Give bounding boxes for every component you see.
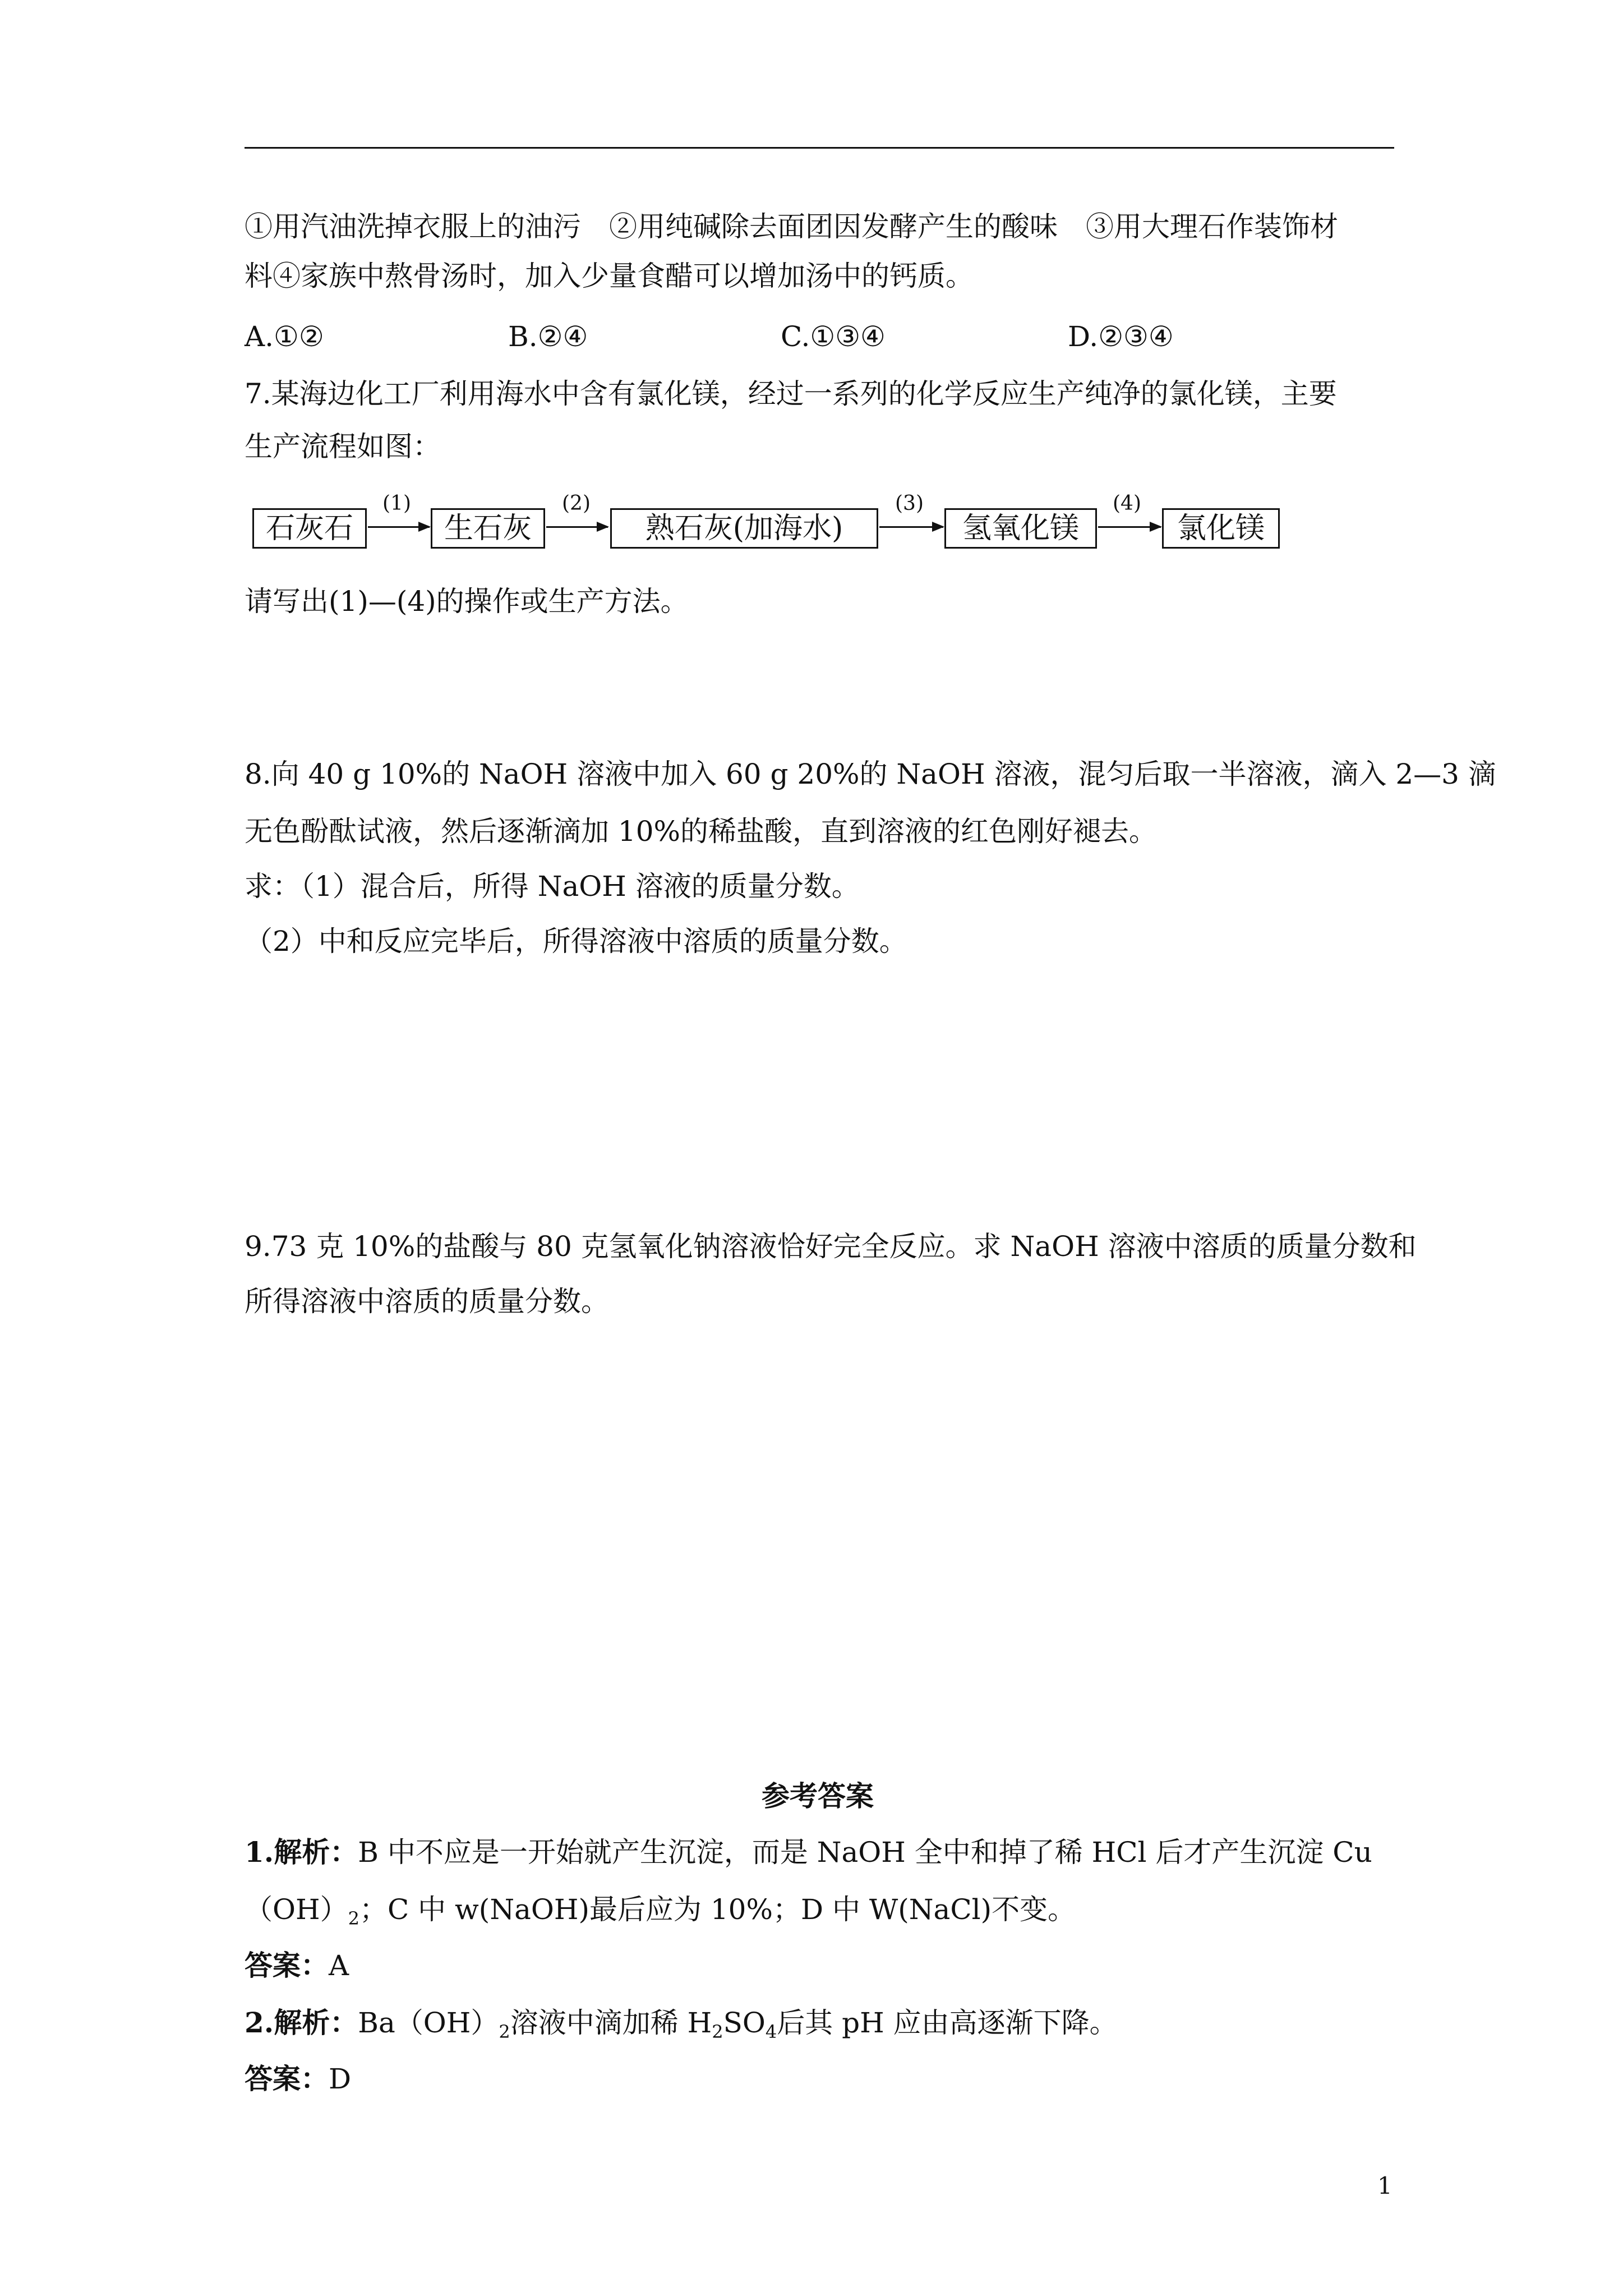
q6-option-a: A.①② (245, 320, 324, 353)
answer-1-line1 (245, 1835, 1372, 1869)
page-number: 1 (1377, 2172, 1393, 2200)
q8-line3: 求：（1）混合后，所得 NaOH 溶液的质量分数。 (245, 870, 860, 903)
answer-2-result (245, 2062, 351, 2096)
q6-option-b: B.②④ (508, 320, 588, 353)
answer-2-result-value: D (329, 2063, 352, 2095)
answer-2-s3: 4 (765, 2021, 777, 2042)
answer-1-text2a: （OH） (245, 1893, 348, 1926)
q7-prompt: 请写出(1)—(4)的操作或生产方法。 (245, 585, 689, 618)
answer-1-result-value: A (329, 1949, 349, 1982)
q6-line2: 料④家族中熬骨汤时，加入少量食醋可以增加汤中的钙质。 (245, 260, 974, 292)
answer-2-line1 (245, 2006, 1118, 2049)
answer-1-subscript: 2 (348, 1908, 359, 1929)
flow-box-magnesium-chloride: 氯化镁 (1162, 508, 1280, 549)
answer-2-t2: 溶液中滴加稀 H (510, 2007, 712, 2039)
flow-box-slaked-lime: 熟石灰(加海水) (610, 508, 878, 549)
flow-step-2: (2) (562, 492, 591, 515)
flow-arrow-3 (879, 526, 943, 528)
q6-option-d: D.②③④ (1068, 320, 1174, 353)
q8-line1: 8.向 40 g 10%的 NaOH 溶液中加入 60 g 20%的 NaOH 溶液，混匀后取一半溶液，滴入 2—3 滴 (245, 758, 1496, 790)
answer-1-line2 (245, 1893, 1076, 1935)
answers-title: 参考答案 (762, 1779, 874, 1812)
flow-arrow-4 (1098, 526, 1161, 528)
answer-2-label: 2.解析： (245, 2006, 358, 2039)
answer-2-s1: 2 (499, 2021, 510, 2042)
flow-box-magnesium-hydroxide: 氢氧化镁 (944, 508, 1097, 549)
answer-1-label: 1.解析： (245, 1835, 358, 1869)
q8-line2: 无色酚酞试液，然后逐渐滴加 10%的稀盐酸，直到溶液的红色刚好褪去。 (245, 815, 1158, 848)
answer-2-t3: SO (723, 2007, 766, 2039)
flow-step-1: (1) (382, 492, 411, 515)
answer-1-text2b: ；C 中 w(NaOH)最后应为 10%；D 中 W(NaCl)不变。 (359, 1893, 1076, 1926)
flow-box-limestone: 石灰石 (252, 508, 367, 549)
answer-2-s2: 2 (712, 2021, 723, 2042)
flow-arrow-2 (546, 526, 608, 528)
answer-2-t1: Ba（OH） (358, 2007, 499, 2039)
answer-1-result-label: 答案： (245, 1949, 329, 1982)
flow-step-3: (3) (895, 492, 924, 515)
q7-line1: 7.某海边化工厂利用海水中含有氯化镁，经过一系列的化学反应生产纯净的氯化镁，主要 (245, 378, 1337, 410)
answer-2-t4: 后其 pH 应由高逐渐下降。 (777, 2007, 1118, 2039)
flow-arrow-1 (368, 526, 430, 528)
answer-1-text1: B 中不应是一开始就产生沉淀，而是 NaOH 全中和掉了稀 HCl 后才产生沉淀 Cu (358, 1836, 1372, 1869)
flow-box-quicklime: 生石灰 (431, 508, 545, 549)
q7-line2: 生产流程如图： (245, 430, 441, 463)
answer-1-result (245, 1949, 349, 1982)
q8-line4: （2）中和反应完毕后，所得溶液中溶质的质量分数。 (245, 925, 907, 958)
q9-line2: 所得溶液中溶质的质量分数。 (245, 1285, 609, 1318)
answer-2-result-label: 答案： (245, 2062, 329, 2095)
q9-line1: 9.73 克 10%的盐酸与 80 克氢氧化钠溶液恰好完全反应。求 NaOH 溶液中溶质的质量分数和 (245, 1230, 1417, 1263)
q6-option-c: C.①③④ (781, 320, 886, 353)
flow-step-4: (4) (1113, 492, 1141, 515)
header-rule (245, 147, 1394, 149)
q6-line1: ①用汽油洗掉衣服上的油污 ②用纯碱除去面团因发酵产生的酸味 ③用大理石作装饰材 (245, 210, 1338, 243)
